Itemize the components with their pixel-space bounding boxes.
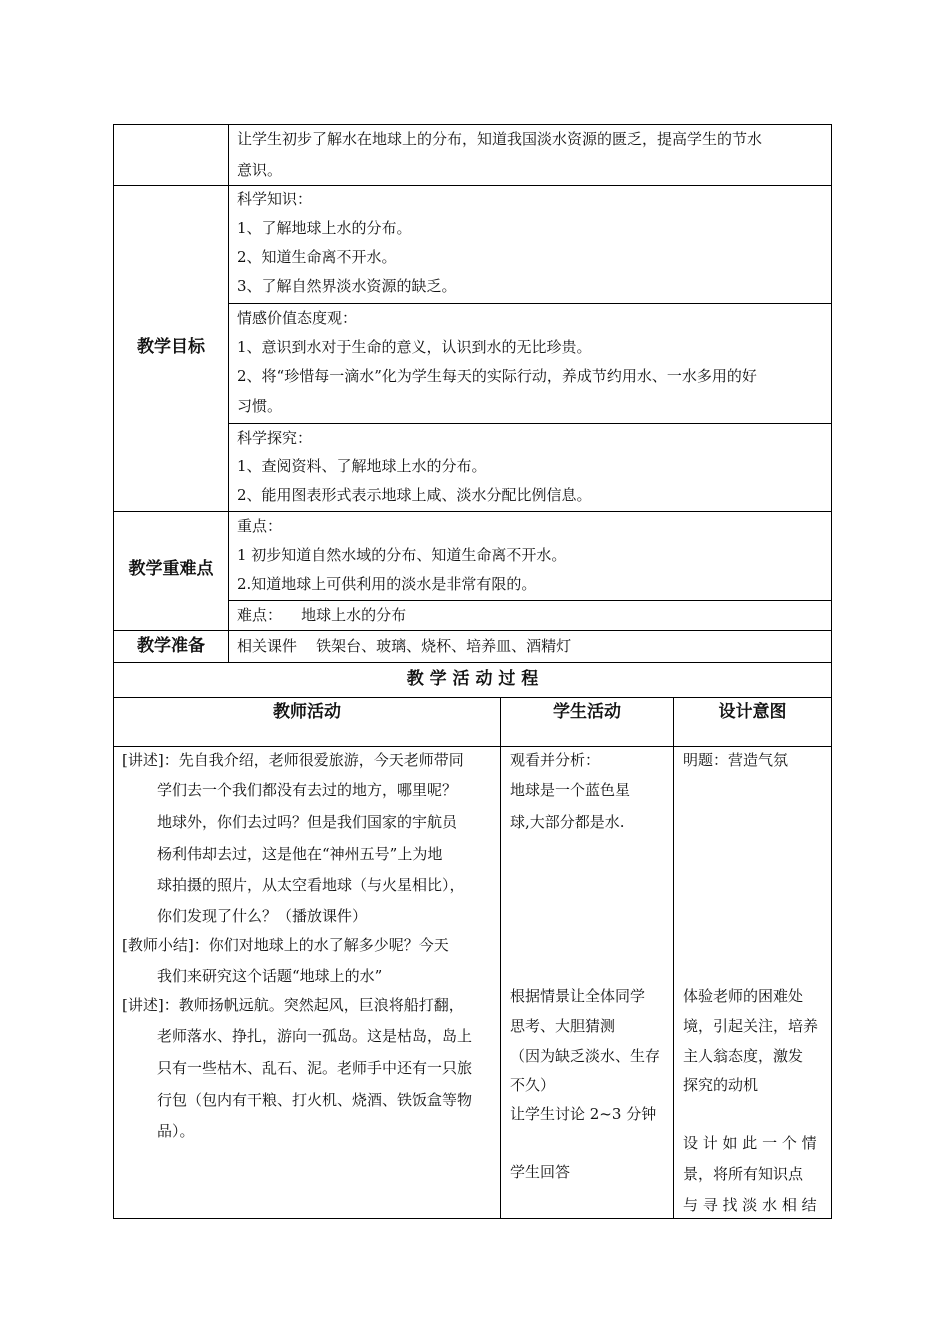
design-line: 景，将所有知识点 xyxy=(683,1165,804,1183)
student-line: 思考、大胆猜测 xyxy=(510,1017,616,1035)
teacher-line: [讲述]：先自我介绍，老师很爱旅游，今天老师带同 xyxy=(122,751,464,769)
emotion-title: 情感价值态度观： xyxy=(237,309,358,327)
teacher-line: 学们去一个我们都没有去过的地方，哪里呢？ xyxy=(157,781,458,799)
design-line: 探究的动机 xyxy=(683,1076,759,1094)
col-header-student: 学生活动 xyxy=(553,702,621,722)
teacher-line: [教师小结]：你们对地球上的水了解多少呢？今天 xyxy=(122,936,449,954)
teacher-line: 球拍摄的照片，从太空看地球（与火星相比）， xyxy=(157,876,465,894)
teacher-line: 老师落水、挣扎，游向一孤岛。这是枯岛，岛上 xyxy=(157,1027,473,1045)
teacher-line: 我们来研究这个话题“地球上的水” xyxy=(157,967,383,985)
inquiry-item: 2、能用图表形式表示地球上咸、淡水分配比例信息。 xyxy=(237,486,592,504)
table-border-right xyxy=(831,124,832,1219)
row-divider xyxy=(113,185,832,186)
teacher-line: 品）。 xyxy=(157,1122,195,1140)
teacher-line: 你们发现了什么？（播放课件） xyxy=(157,907,368,925)
label-column-divider xyxy=(228,124,229,663)
activity-column-divider xyxy=(673,697,674,1219)
knowledge-item: 2、知道生命离不开水。 xyxy=(237,248,397,266)
label-prep: 教学准备 xyxy=(137,636,205,656)
process-title: 教 学 活 动 过 程 xyxy=(406,669,539,689)
col-header-design: 设计意图 xyxy=(718,702,787,722)
design-line: 主人翁态度，激发 xyxy=(683,1047,804,1065)
keypoints-title: 重点： xyxy=(237,517,283,535)
student-line: 球,大部分都是水. xyxy=(510,813,625,831)
keypoints-item: 1 初步知道自然水域的分布、知道生命离不开水。 xyxy=(237,546,567,564)
emotion-item: 习惯。 xyxy=(237,397,283,415)
teacher-line: 只有一些枯木、乱石、泥。老师手中还有一只旅 xyxy=(157,1059,473,1077)
student-line: （因为缺乏淡水、生存 xyxy=(510,1047,661,1065)
inquiry-item: 1、查阅资料、了解地球上水的分布。 xyxy=(237,457,487,475)
student-line: 观看并分析： xyxy=(510,751,601,769)
label-keypoints: 教学重难点 xyxy=(128,559,214,579)
emotion-item: 1、意识到水对于生命的意义，认识到水的无比珍贵。 xyxy=(237,338,592,356)
student-line: 根据情景让全体同学 xyxy=(510,987,646,1005)
student-line: 地球是一个蓝色星 xyxy=(510,781,631,799)
activity-column-divider xyxy=(500,697,501,1219)
knowledge-item: 3、了解自然界淡水资源的缺乏。 xyxy=(237,277,457,295)
prep-content: 相关课件 铁架台、玻璃、烧杯、培养皿、酒精灯 xyxy=(237,637,572,655)
inquiry-title: 科学探究： xyxy=(237,429,313,447)
keypoints-item: 2.知道地球上可供利用的淡水是非常有限的。 xyxy=(237,575,537,593)
intro-line: 让学生初步了解水在地球上的分布，知道我国淡水资源的匮乏，提高学生的节水 xyxy=(237,130,763,148)
student-line: 不久） xyxy=(510,1076,556,1094)
knowledge-item: 1、了解地球上水的分布。 xyxy=(237,219,412,237)
row-divider xyxy=(113,511,832,512)
student-line: 学生回答 xyxy=(510,1163,571,1181)
design-line: 体验老师的困难处 xyxy=(683,987,804,1005)
row-divider xyxy=(228,423,832,424)
emotion-item: 2、将“珍惜每一滴水”化为学生每天的实际行动，养成节约用水、一水多用的好 xyxy=(237,367,757,385)
design-line: 境，引起关注，培养 xyxy=(683,1017,819,1035)
intro-line: 意识。 xyxy=(237,161,283,179)
label-objectives: 教学目标 xyxy=(137,337,205,357)
col-header-teacher: 教师活动 xyxy=(273,702,341,722)
teacher-line: 地球外，你们去过吗？但是我们国家的宇航员 xyxy=(157,813,458,831)
design-line: 明题：营造气氛 xyxy=(683,751,789,769)
difficulty-text: 难点： 地球上水的分布 xyxy=(237,606,407,624)
row-divider xyxy=(113,662,832,663)
student-line: 让学生讨论 2~3 分钟 xyxy=(510,1105,657,1123)
knowledge-title: 科学知识： xyxy=(237,190,313,208)
teacher-line: 杨利伟却去过，这是他在“神州五号”上为地 xyxy=(157,845,443,863)
design-line: 设 计 如 此 一 个 情 xyxy=(683,1134,817,1152)
design-line: 与 寻 找 淡 水 相 结 xyxy=(683,1196,817,1214)
teacher-line: [讲述]：教师扬帆远航。突然起风，巨浪将船打翻， xyxy=(122,996,464,1014)
teacher-line: 行包（包内有干粮、打火机、烧酒、铁饭盒等物 xyxy=(157,1091,473,1109)
